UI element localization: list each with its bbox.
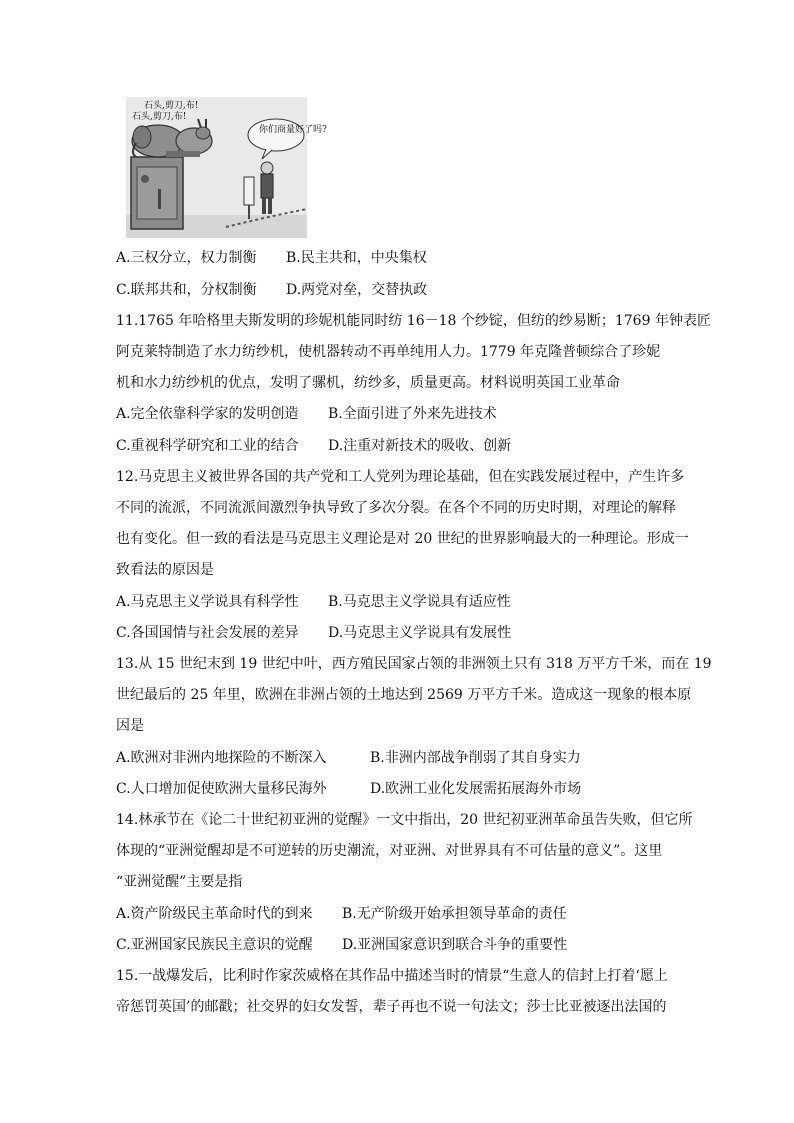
q13-option-d[interactable]: D.欧洲工业化发展需拓展海外市场 — [370, 781, 582, 797]
q12-option-d[interactable]: D.马克思主义学说具有发展性 — [328, 625, 512, 641]
q13-option-a[interactable]: A.欧洲对非洲内地探险的不断深入 — [116, 750, 327, 766]
q12-options-row-2 — [116, 623, 511, 643]
q15-stem-line-1: 15.一战爆发后，比利时作家茨威格在其作品中描述当时的情景“生意人的信封上打着‘愿上 — [116, 968, 668, 984]
q14-option-c[interactable]: C.亚洲国家民族民主意识的觉醒 — [116, 937, 313, 953]
q15-stem-line-2: 帝惩罚英国’的邮戳；社交界的妇女发誓，辈子再也不说一句法文；莎士比亚被逐出法国的 — [116, 999, 667, 1015]
q13-option-b[interactable]: B.非洲内部战争削弱了其自身实力 — [370, 750, 581, 766]
q10-option-c[interactable]: C.联邦共和，分权制衡 — [116, 282, 257, 298]
q14-option-d[interactable]: D.亚洲国家意识到联合斗争的重要性 — [342, 937, 568, 953]
q12-options-row-1 — [116, 592, 511, 612]
cartoon-drawing — [126, 97, 327, 238]
q11-option-a[interactable]: A.完全依靠科学家的发明创造 — [116, 406, 299, 422]
q10-option-a[interactable]: A.三权分立，权力制衡 — [116, 250, 257, 266]
q14-options-row-2 — [116, 935, 567, 955]
q13-options-row-1 — [116, 748, 581, 768]
q11-option-b[interactable]: B.全面引进了外来先进技术 — [328, 406, 497, 422]
q12-option-a[interactable]: A.马克思主义学说具有科学性 — [116, 594, 299, 610]
q11-options-row-2 — [116, 436, 511, 456]
cartoon-speech-right: 你们商量好了吗? — [259, 125, 327, 135]
q12-option-b[interactable]: B.马克思主义学说具有适应性 — [328, 594, 511, 610]
q10-option-d[interactable]: D.两党对垒，交替执政 — [286, 282, 428, 298]
q11-stem-line-3: 机和水力纺纱机的优点，发明了骡机，纺纱多，质量更高。材料说明英国工业革命 — [116, 375, 620, 391]
q13-option-c[interactable]: C.人口增加促使欧洲大量移民海外 — [116, 781, 327, 797]
q10-option-b[interactable]: B.民主共和，中央集权 — [286, 250, 427, 266]
q13-stem-line-1: 13.从 15 世纪末到 19 世纪中叶，西方殖民国家占领的非洲领土只有 318 万平方千米，而在 19 — [116, 656, 712, 672]
q11-option-d[interactable]: D.注重对新技术的吸收、创新 — [328, 438, 512, 454]
q12-stem-line-2: 不同的流派，不同流派间激烈争执导致了多次分裂。在各个不同的历史时期，对理论的解释 — [116, 500, 676, 516]
q13-stem-line-3: 因是 — [116, 718, 144, 734]
q14-stem-line-3: “亚洲觉醒”主要是指 — [116, 874, 243, 890]
q13-options-row-2 — [116, 779, 581, 799]
q11-stem-line-1: 11.1765 年哈格里夫斯发明的珍妮机能同时纺 16－18 个纱锭，但纺的纱易断；1769 年钟表匠 — [116, 313, 711, 329]
q13-stem-line-2: 世纪最后的 25 年里，欧洲在非洲占领的土地达到 2569 万平方千米。造成这一现象的根本原 — [116, 687, 692, 703]
cartoon-speech-left-2: 石头,剪刀,布! — [132, 112, 187, 122]
q14-stem-line-2: 体现的“亚洲觉醒却是不可逆转的历史潮流，对亚洲、对世界具有不可估量的意义”。这里 — [116, 843, 663, 859]
q10-options-row-2 — [116, 280, 427, 300]
q12-stem-line-4: 致看法的原因是 — [116, 562, 214, 578]
q12-option-c[interactable]: C.各国国情与社会发展的差异 — [116, 625, 299, 641]
q14-option-b[interactable]: B.无产阶级开始承担领导革命的责任 — [342, 906, 567, 922]
q10-options-row-1 — [116, 248, 427, 268]
q14-stem-line-1: 14.林承节在《论二十世纪初亚洲的觉醒》一文中指出，20 世纪初亚洲革命虽告失败，但它所 — [116, 812, 693, 828]
q11-option-c[interactable]: C.重视科学研究和工业的结合 — [116, 438, 299, 454]
cartoon-speech-left-1: 石头,剪刀,布! — [144, 101, 199, 111]
q14-options-row-1 — [116, 904, 567, 924]
q14-option-a[interactable]: A.资产阶级民主革命时代的到来 — [116, 906, 313, 922]
cartoon-illustration — [126, 97, 327, 238]
q11-options-row-1 — [116, 404, 497, 424]
q12-stem-line-3: 也有变化。但一致的看法是马克思主义理论是对 20 世纪的世界影响最大的一种理论。形成一 — [116, 531, 689, 547]
q12-stem-line-1: 12.马克思主义被世界各国的共产党和工人党列为理论基础，但在实践发展过程中，产生许多 — [116, 469, 685, 485]
q11-stem-line-2: 阿克莱特制造了水力纺纱机，使机器转动不再单纯用人力。1779 年克隆普顿综合了珍妮 — [116, 344, 661, 360]
